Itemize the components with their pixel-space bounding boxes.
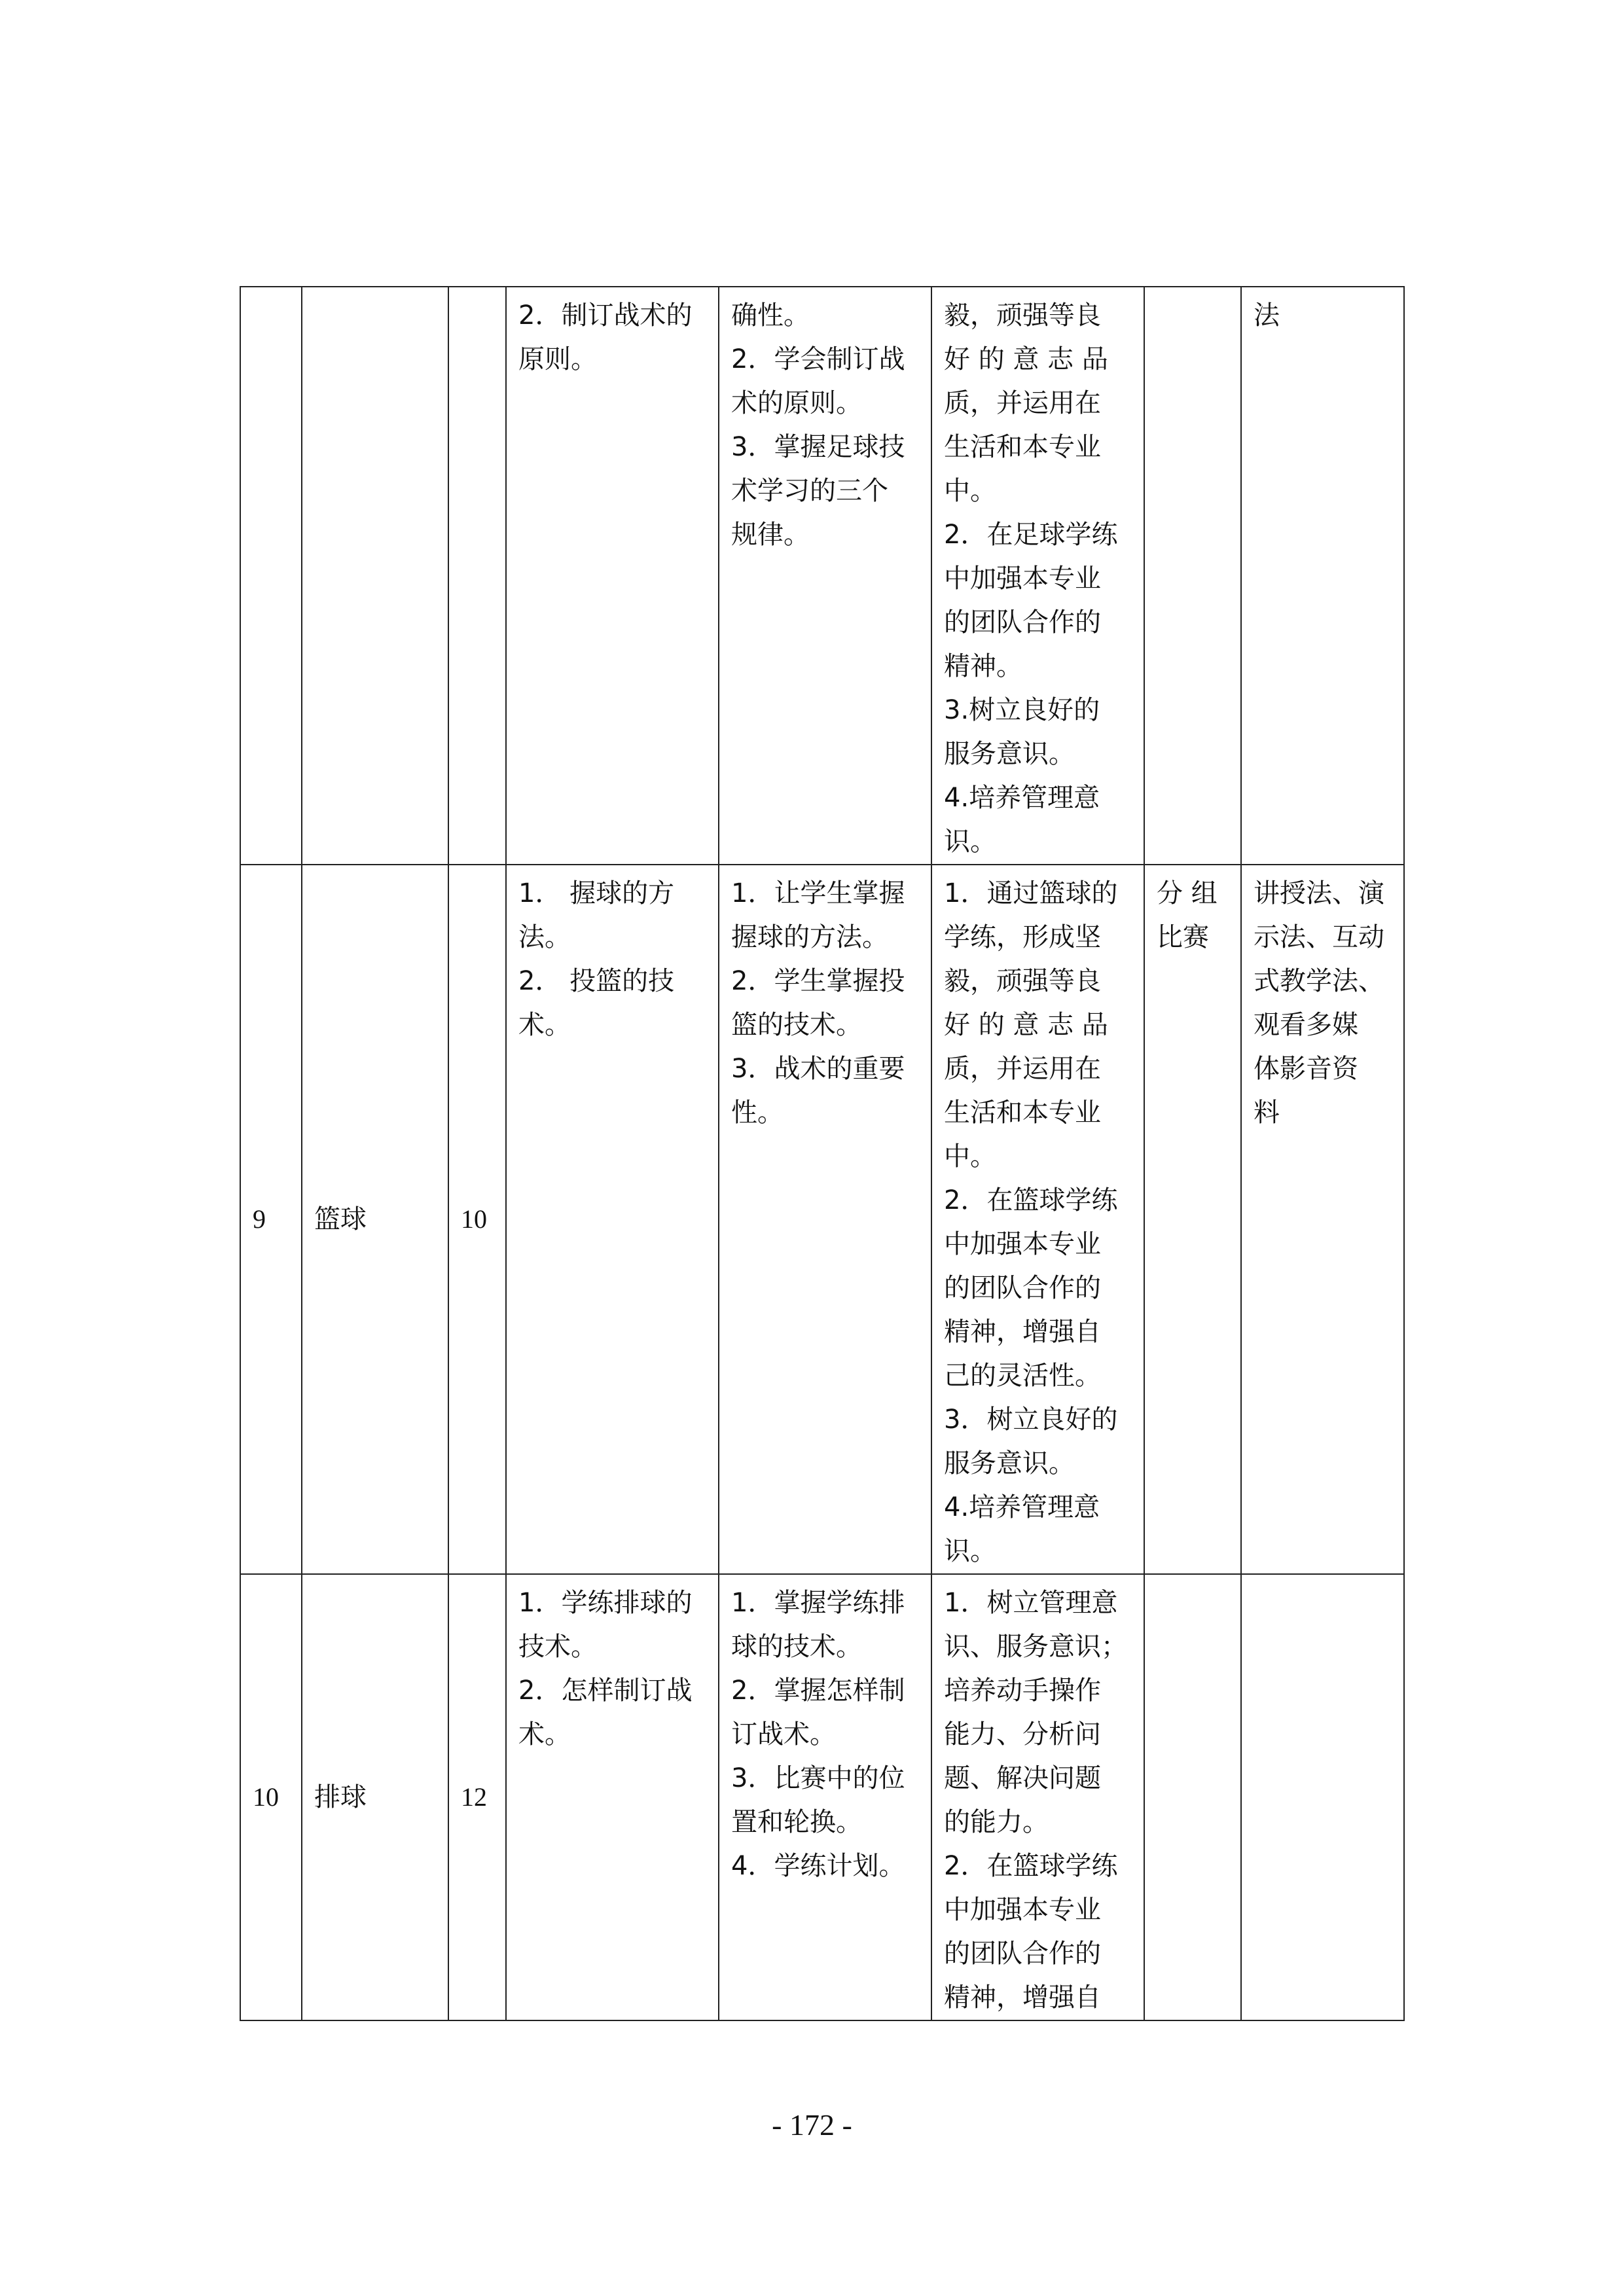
cell-text-line: 3．掌握足球技	[731, 432, 905, 462]
cell-text-line: 生活和本专业	[944, 1098, 1101, 1128]
cell-text-line: 球的技术。	[731, 1632, 862, 1662]
cell-text-line: 生活和本专业	[944, 432, 1101, 462]
cell-text-line: 质，并运用在	[944, 388, 1101, 418]
cell-text-line: 中。	[944, 1141, 996, 1172]
cell-text-line: 的能力。	[944, 1807, 1049, 1837]
cell-methods	[1241, 865, 1404, 1574]
cell-text-line: 2．怎样制订战	[518, 1676, 693, 1706]
cell-methods	[1241, 1574, 1404, 2020]
cell-text-line: 学练，形成坚	[944, 922, 1101, 952]
cell-text-line: 2．掌握怎样制	[731, 1676, 905, 1706]
cell-objectives	[719, 1574, 931, 2020]
cell-name: 篮球	[302, 865, 448, 1574]
cell-text-line: 能力、分析问	[944, 1719, 1101, 1749]
cell-text-line: 识。	[944, 1536, 996, 1566]
cell-text-line: 料	[1254, 1098, 1280, 1128]
cell-text-line: 确性。	[731, 300, 810, 331]
cell-text-line: 置和轮换。	[731, 1807, 862, 1837]
cell-no: 10	[240, 1574, 302, 2020]
curriculum-table	[240, 286, 1405, 2021]
cell-text-line: 2．学会制订战	[731, 344, 905, 374]
cell-text-line: 好 的 意 志 品	[944, 344, 1108, 374]
cell-text-line: 1．学练排球的	[518, 1588, 693, 1618]
cell-text-line: 3.树立良好的	[944, 695, 1100, 725]
cell-text-line: 识、服务意识；	[944, 1632, 1127, 1662]
cell-text-line: 精神，增强自	[944, 1317, 1101, 1347]
cell-text-line: 质，并运用在	[944, 1054, 1101, 1084]
cell-text-line: 2．学生掌握投	[731, 966, 905, 996]
cell-text-line: 毅，顽强等良	[944, 300, 1101, 331]
cell-text-line: 2．在篮球学练	[944, 1185, 1118, 1215]
cell-text-line: 技术。	[518, 1632, 597, 1662]
cell-practice	[1144, 865, 1241, 1574]
cell-text-line: 题、解决问题	[944, 1763, 1101, 1793]
cell-text-line: 1．掌握学练排	[731, 1588, 905, 1618]
cell-text-line: 服务意识。	[944, 1448, 1075, 1479]
cell-text-line: 式教学法、	[1254, 966, 1384, 996]
cell-text-line: 订战术。	[731, 1719, 836, 1749]
cell-text-line: 中加强本专业	[944, 564, 1101, 594]
cell-text-line: 毅，顽强等良	[944, 966, 1101, 996]
cell-text-line: 1．树立管理意	[944, 1588, 1118, 1618]
cell-text-line: 中加强本专业	[944, 1895, 1101, 1925]
cell-content	[506, 1574, 719, 2020]
cell-text-line: 1．通过篮球的	[944, 878, 1118, 908]
cell-hours	[448, 287, 506, 865]
cell-text-line: 示法、互动	[1254, 922, 1384, 952]
cell-text-line: 2．在篮球学练	[944, 1851, 1118, 1881]
cell-ideology	[931, 865, 1144, 1574]
cell-text-line: 法	[1254, 300, 1280, 331]
cell-no	[240, 287, 302, 865]
table-row	[240, 1574, 1404, 2020]
cell-text-line: 观看多媒	[1254, 1010, 1358, 1040]
cell-ideology	[931, 1574, 1144, 2020]
cell-text-line: 的团队合作的	[944, 607, 1101, 637]
cell-no: 9	[240, 865, 302, 1574]
cell-text-line: 精神。	[944, 651, 1022, 681]
cell-text-line: 术。	[518, 1719, 571, 1749]
cell-text-line: 识。	[944, 827, 996, 857]
table-body	[240, 287, 1404, 2020]
cell-text-line: 服务意识。	[944, 739, 1075, 769]
cell-ideology	[931, 287, 1144, 865]
cell-name	[302, 287, 448, 865]
cell-practice	[1144, 1574, 1241, 2020]
cell-text-line: 术。	[518, 1010, 571, 1040]
cell-hours: 10	[448, 865, 506, 1574]
cell-text-line: 中。	[944, 476, 996, 506]
cell-content	[506, 865, 719, 1574]
cell-text-line: 2．在足球学练	[944, 520, 1118, 550]
cell-content	[506, 287, 719, 865]
cell-text-line: 讲授法、演	[1254, 878, 1384, 908]
cell-text-line: 术学习的三个	[731, 476, 888, 506]
cell-text-line: 2． 投篮的技	[518, 966, 675, 996]
cell-text-line: 分 组	[1157, 878, 1218, 908]
cell-text-line: 1．让学生掌握	[731, 878, 905, 908]
cell-text-line: 4.培养管理意	[944, 783, 1100, 813]
cell-text-line: 的团队合作的	[944, 1939, 1101, 1969]
cell-text-line: 握球的方法。	[731, 922, 888, 952]
cell-text-line: 3．树立良好的	[944, 1405, 1118, 1435]
cell-text-line: 法。	[518, 922, 571, 952]
cell-text-line: 好 的 意 志 品	[944, 1010, 1108, 1040]
cell-text-line: 3．比赛中的位	[731, 1763, 905, 1793]
cell-text-line: 4．学练计划。	[731, 1851, 905, 1881]
cell-text-line: 3．战术的重要	[731, 1054, 905, 1084]
cell-text-line: 培养动手操作	[944, 1676, 1101, 1706]
cell-text-line: 的团队合作的	[944, 1273, 1101, 1303]
cell-text-line: 2．制订战术的	[518, 300, 693, 331]
cell-text-line: 精神，增强自	[944, 1982, 1101, 2013]
cell-text-line: 体影音资	[1254, 1054, 1358, 1084]
cell-text-line: 性。	[731, 1098, 784, 1128]
page-number: - 172 -	[772, 2108, 852, 2142]
table-row	[240, 865, 1404, 1574]
table-row	[240, 287, 1404, 865]
cell-objectives	[719, 865, 931, 1574]
cell-text-line: 中加强本专业	[944, 1229, 1101, 1259]
cell-text-line: 规律。	[731, 520, 810, 550]
cell-text-line: 4.培养管理意	[944, 1492, 1100, 1522]
cell-text-line: 比赛	[1157, 922, 1209, 952]
cell-text-line: 篮的技术。	[731, 1010, 862, 1040]
cell-objectives	[719, 287, 931, 865]
cell-text-line: 1． 握球的方	[518, 878, 675, 908]
cell-hours: 12	[448, 1574, 506, 2020]
cell-methods	[1241, 287, 1404, 865]
cell-text-line: 术的原则。	[731, 388, 862, 418]
cell-text-line: 原则。	[518, 344, 597, 374]
cell-practice	[1144, 287, 1241, 865]
cell-name: 排球	[302, 1574, 448, 2020]
cell-text-line: 己的灵活性。	[944, 1361, 1101, 1391]
